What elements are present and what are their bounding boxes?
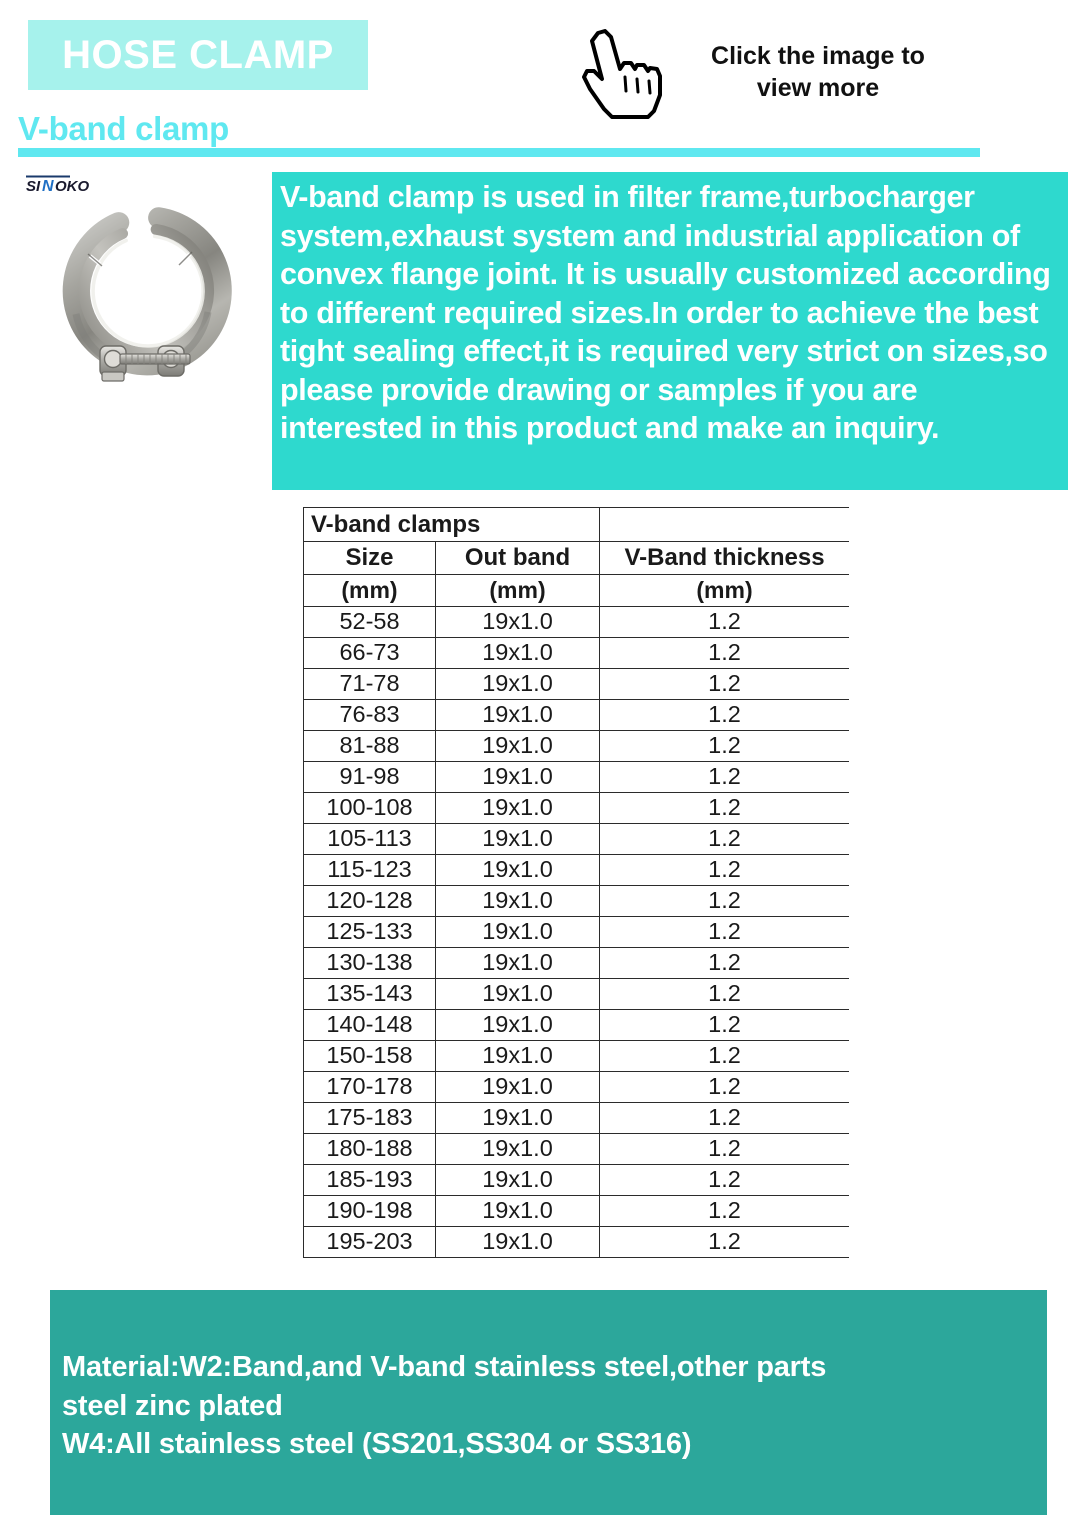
svg-text:SI: SI <box>26 178 41 195</box>
table-row <box>304 1072 850 1103</box>
spec-table-container <box>303 507 849 1259</box>
table-row <box>304 979 850 1010</box>
table-row <box>304 762 850 793</box>
material-line-2: steel zinc plated <box>62 1389 283 1422</box>
product-description-text: V-band clamp is used in filter frame,turbocharger system,exhaust system and industrial application of convex flange joint. It is usually customized according to different required sizes.In order to achieve the best tight sealing effect,it is required very strict on sizes,so please provide drawing or samples if you are interested in this product and make an inquiry. <box>280 180 1051 446</box>
material-info-block <box>50 1290 1047 1515</box>
table-row <box>304 917 850 948</box>
cell-out-band: 19x1.0 <box>436 1072 600 1103</box>
table-row <box>304 638 850 669</box>
cell-out-band: 19x1.0 <box>436 638 600 669</box>
cell-out-band: 19x1.0 <box>436 607 600 638</box>
table-row <box>304 1010 850 1041</box>
table-row <box>304 1041 850 1072</box>
cell-size: 190-198 <box>304 1196 436 1227</box>
svg-text:OKO: OKO <box>55 178 90 195</box>
cell-out-band: 19x1.0 <box>436 1227 600 1258</box>
cell-v-band-thickness: 1.2 <box>600 1227 849 1258</box>
hand-pointer-icon <box>578 25 670 120</box>
cell-out-band: 19x1.0 <box>436 1134 600 1165</box>
click-image-prompt[interactable] <box>578 22 998 122</box>
cell-v-band-thickness: 1.2 <box>600 1010 849 1041</box>
cell-v-band-thickness: 1.2 <box>600 700 849 731</box>
spec-table-title-blank <box>600 508 849 542</box>
cell-out-band: 19x1.0 <box>436 1010 600 1041</box>
cell-size: 175-183 <box>304 1103 436 1134</box>
header-banner <box>28 20 368 90</box>
cell-size: 91-98 <box>304 762 436 793</box>
cell-out-band: 19x1.0 <box>436 917 600 948</box>
table-row <box>304 948 850 979</box>
cell-out-band: 19x1.0 <box>436 731 600 762</box>
cell-out-band: 19x1.0 <box>436 1165 600 1196</box>
cell-out-band: 19x1.0 <box>436 1196 600 1227</box>
cell-v-band-thickness: 1.2 <box>600 669 849 700</box>
cell-v-band-thickness: 1.2 <box>600 607 849 638</box>
spec-table-header-1: Size <box>304 542 436 575</box>
cell-out-band: 19x1.0 <box>436 948 600 979</box>
spec-table-title-row <box>304 508 850 542</box>
spec-table-header-3: V-Band thickness <box>600 542 849 575</box>
cell-size: 71-78 <box>304 669 436 700</box>
table-row <box>304 1165 850 1196</box>
material-line-1: Material:W2:Band,and V-band stainless steel,other parts <box>62 1351 827 1383</box>
product-figure[interactable] <box>18 168 264 408</box>
cell-v-band-thickness: 1.2 <box>600 824 849 855</box>
cell-out-band: 19x1.0 <box>436 855 600 886</box>
brand-logo-sinoko <box>24 172 108 196</box>
table-row <box>304 669 850 700</box>
table-row <box>304 700 850 731</box>
cell-out-band: 19x1.0 <box>436 793 600 824</box>
cell-v-band-thickness: 1.2 <box>600 1103 849 1134</box>
cell-out-band: 19x1.0 <box>436 700 600 731</box>
cell-out-band: 19x1.0 <box>436 1041 600 1072</box>
product-subtitle: V-band clamp <box>18 110 229 147</box>
spec-table-unit-3: (mm) <box>600 575 849 607</box>
cell-v-band-thickness: 1.2 <box>600 1196 849 1227</box>
cell-out-band: 19x1.0 <box>436 979 600 1010</box>
cell-size: 76-83 <box>304 700 436 731</box>
table-row <box>304 793 850 824</box>
table-row <box>304 731 850 762</box>
cell-size: 195-203 <box>304 1227 436 1258</box>
cell-size: 140-148 <box>304 1010 436 1041</box>
click-prompt-line1: Click the image to <box>711 42 925 70</box>
cell-size: 120-128 <box>304 886 436 917</box>
click-prompt-line2: view more <box>756 74 880 102</box>
cell-out-band: 19x1.0 <box>436 824 600 855</box>
page-title: HOSE CLAMP <box>62 33 334 77</box>
spec-table-header-row <box>304 542 850 575</box>
cell-v-band-thickness: 1.2 <box>600 1072 849 1103</box>
spec-table-header-2: Out band <box>436 542 600 575</box>
cell-v-band-thickness: 1.2 <box>600 1165 849 1196</box>
cell-v-band-thickness: 1.2 <box>600 917 849 948</box>
cell-v-band-thickness: 1.2 <box>600 1041 849 1072</box>
cell-v-band-thickness: 1.2 <box>600 855 849 886</box>
cell-v-band-thickness: 1.2 <box>600 886 849 917</box>
cell-size: 115-123 <box>304 855 436 886</box>
cell-out-band: 19x1.0 <box>436 762 600 793</box>
cell-v-band-thickness: 1.2 <box>600 948 849 979</box>
cell-v-band-thickness: 1.2 <box>600 762 849 793</box>
cell-size: 150-158 <box>304 1041 436 1072</box>
cell-size: 135-143 <box>304 979 436 1010</box>
cell-size: 66-73 <box>304 638 436 669</box>
cell-v-band-thickness: 1.2 <box>600 1134 849 1165</box>
cell-v-band-thickness: 1.2 <box>600 793 849 824</box>
cell-out-band: 19x1.0 <box>436 886 600 917</box>
cell-size: 185-193 <box>304 1165 436 1196</box>
table-row <box>304 1227 850 1258</box>
table-row <box>304 886 850 917</box>
table-row <box>304 855 850 886</box>
spec-table-unit-1: (mm) <box>304 575 436 607</box>
cell-v-band-thickness: 1.2 <box>600 638 849 669</box>
cell-v-band-thickness: 1.2 <box>600 731 849 762</box>
click-prompt-text <box>688 40 948 104</box>
cell-size: 125-133 <box>304 917 436 948</box>
svg-text:N: N <box>42 178 54 195</box>
header-divider <box>18 148 980 157</box>
cell-size: 170-178 <box>304 1072 436 1103</box>
table-row <box>304 1103 850 1134</box>
cell-v-band-thickness: 1.2 <box>600 979 849 1010</box>
product-image-v-band-clamp[interactable] <box>42 196 242 396</box>
spec-table-unit-row <box>304 575 850 607</box>
product-description-block <box>272 172 1068 490</box>
cell-out-band: 19x1.0 <box>436 1103 600 1134</box>
cell-size: 81-88 <box>304 731 436 762</box>
cell-size: 105-113 <box>304 824 436 855</box>
material-line-3: W4:All stainless steel (SS201,SS304 or SS316) <box>62 1428 692 1461</box>
cell-size: 130-138 <box>304 948 436 979</box>
spec-table-unit-2: (mm) <box>436 575 600 607</box>
table-row <box>304 1134 850 1165</box>
spec-table <box>303 507 849 1258</box>
cell-size: 52-58 <box>304 607 436 638</box>
cell-out-band: 19x1.0 <box>436 669 600 700</box>
spec-table-title: V-band clamps <box>304 508 600 542</box>
cell-size: 180-188 <box>304 1134 436 1165</box>
cell-size: 100-108 <box>304 793 436 824</box>
table-row <box>304 824 850 855</box>
table-row <box>304 1196 850 1227</box>
table-row <box>304 607 850 638</box>
